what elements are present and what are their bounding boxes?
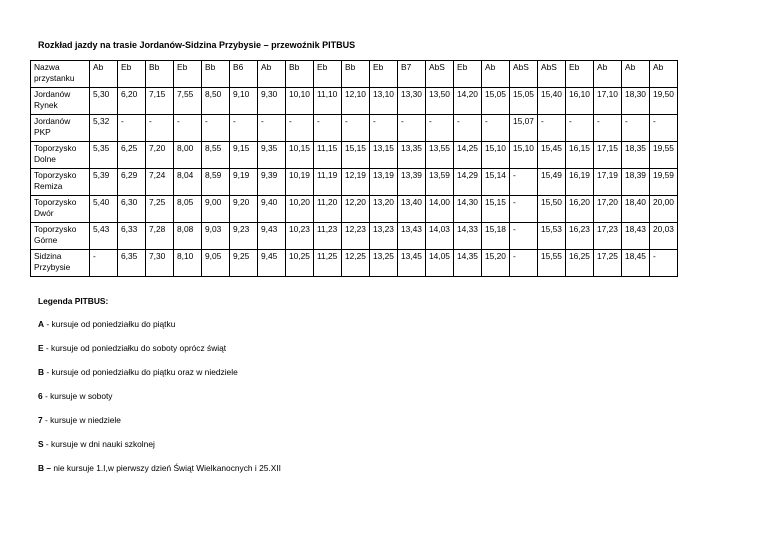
departure-time-cell: 20,03 [650,223,678,250]
departure-time-cell: 18,40 [622,196,650,223]
departure-time-cell: - [482,115,510,142]
departure-time-cell: 15,07 [510,115,538,142]
departure-time-cell: - [230,115,258,142]
departure-time-cell: 11,10 [314,88,342,115]
departure-time-cell: 14,35 [454,250,482,277]
departure-time-cell: 19,59 [650,169,678,196]
departure-time-cell: 5,35 [90,142,118,169]
departure-time-cell: 6,20 [118,88,146,115]
departure-time-cell: 15,05 [510,88,538,115]
departure-time-cell: 9,19 [230,169,258,196]
stop-name-cell: Jordanów PKP [31,115,90,142]
departure-time-cell: 5,43 [90,223,118,250]
legend-item [38,415,281,427]
departure-time-cell: 20,00 [650,196,678,223]
legend-code: E [38,343,44,353]
departure-time-cell: 17,25 [594,250,622,277]
departure-time-cell: - [398,115,426,142]
departure-time-cell: 9,35 [258,142,286,169]
departure-time-cell: 7,28 [146,223,174,250]
course-code-header: Eb [174,61,202,88]
departure-time-cell: 13,30 [398,88,426,115]
course-code-header: B7 [398,61,426,88]
departure-time-cell: - [174,115,202,142]
departure-time-cell: 15,15 [482,196,510,223]
legend-description: nie kursuje 1.I,w pierwszy dzień Świąt Wielkanocnych i 25.XII [51,463,281,473]
course-code-header: Ab [622,61,650,88]
departure-time-cell: 13,15 [370,142,398,169]
departure-time-cell: 15,05 [482,88,510,115]
stop-name-cell: Toporzysko Remiza [31,169,90,196]
departure-time-cell: 7,25 [146,196,174,223]
departure-time-cell: 11,25 [314,250,342,277]
course-code-header: Eb [118,61,146,88]
legend [38,296,281,487]
departure-time-cell: - [650,115,678,142]
departure-time-cell: 8,05 [174,196,202,223]
legend-description: - kursuje od poniedziałku do soboty oprócz świąt [43,343,227,353]
departure-time-cell: - [286,115,314,142]
departure-time-cell: 13,59 [426,169,454,196]
departure-time-cell: 13,10 [370,88,398,115]
legend-code: S [38,439,44,449]
legend-description: - kursuje w niedziele [42,415,121,425]
departure-time-cell: 18,30 [622,88,650,115]
departure-time-cell: 17,10 [594,88,622,115]
departure-time-cell: 7,15 [146,88,174,115]
departure-time-cell: - [594,115,622,142]
departure-time-cell: 7,24 [146,169,174,196]
departure-time-cell: 15,50 [538,196,566,223]
departure-time-cell: 9,43 [258,223,286,250]
departure-time-cell: 16,10 [566,88,594,115]
timetable [30,60,678,277]
departure-time-cell: - [510,250,538,277]
departure-time-cell: 8,04 [174,169,202,196]
departure-time-cell: 12,23 [342,223,370,250]
departure-time-cell: 13,55 [426,142,454,169]
departure-time-cell: 10,23 [286,223,314,250]
stop-name-cell: Toporzysko Dolne [31,142,90,169]
departure-time-cell: 6,33 [118,223,146,250]
legend-description: - kursuje od poniedziałku do piątku [44,319,176,329]
departure-time-cell: 5,40 [90,196,118,223]
departure-time-cell: - [510,223,538,250]
departure-time-cell: 17,23 [594,223,622,250]
departure-time-cell: 11,23 [314,223,342,250]
departure-time-cell: 13,19 [370,169,398,196]
departure-time-cell: 14,25 [454,142,482,169]
departure-time-cell: 10,25 [286,250,314,277]
departure-time-cell: 17,20 [594,196,622,223]
course-code-header: Bb [146,61,174,88]
departure-time-cell: 8,55 [202,142,230,169]
departure-time-cell: - [426,115,454,142]
departure-time-cell: 7,20 [146,142,174,169]
course-code-header: AbS [538,61,566,88]
departure-time-cell: 9,10 [230,88,258,115]
departure-time-cell: 9,39 [258,169,286,196]
departure-time-cell: - [258,115,286,142]
departure-time-cell: 9,03 [202,223,230,250]
departure-time-cell: 18,35 [622,142,650,169]
document-title: Rozkład jazdy na trasie Jordanów-Sidzina Przybysie – przewoźnik PITBUS [38,40,356,50]
course-code-header: AbS [426,61,454,88]
table-row [31,223,678,250]
departure-time-cell: 14,33 [454,223,482,250]
departure-time-cell: 9,20 [230,196,258,223]
departure-time-cell: 13,39 [398,169,426,196]
stop-name-cell: Sidzina Przybysie [31,250,90,277]
departure-time-cell: 15,45 [538,142,566,169]
departure-time-cell: 8,10 [174,250,202,277]
departure-time-cell: 10,19 [286,169,314,196]
legend-item [38,319,281,331]
legend-description: - kursuje w soboty [42,391,113,401]
departure-time-cell: 9,45 [258,250,286,277]
departure-time-cell: 15,10 [482,142,510,169]
course-code-header: Bb [286,61,314,88]
departure-time-cell: 13,25 [370,250,398,277]
departure-time-cell: 12,20 [342,196,370,223]
course-code-header: Eb [314,61,342,88]
departure-time-cell: - [538,115,566,142]
departure-time-cell: 9,40 [258,196,286,223]
departure-time-cell: 12,25 [342,250,370,277]
departure-time-cell: 13,45 [398,250,426,277]
course-code-header: Ab [650,61,678,88]
departure-time-cell: - [90,250,118,277]
course-code-header: B6 [230,61,258,88]
departure-time-cell: 13,20 [370,196,398,223]
departure-time-cell: 15,49 [538,169,566,196]
stop-name-cell: Jordanów Rynek [31,88,90,115]
stop-name-cell: Toporzysko Górne [31,223,90,250]
departure-time-cell: - [454,115,482,142]
departure-time-cell: 16,25 [566,250,594,277]
departure-time-cell: 17,15 [594,142,622,169]
departure-time-cell: - [202,115,230,142]
legend-heading: Legenda PITBUS: [38,296,109,306]
departure-time-cell: 12,19 [342,169,370,196]
departure-time-cell: 8,00 [174,142,202,169]
departure-time-cell: - [622,115,650,142]
departure-time-cell: 6,25 [118,142,146,169]
departure-time-cell: 13,50 [426,88,454,115]
departure-time-cell: 10,20 [286,196,314,223]
departure-time-cell: 15,40 [538,88,566,115]
legend-item [38,439,281,451]
departure-time-cell: 7,30 [146,250,174,277]
departure-time-cell: 15,18 [482,223,510,250]
course-code-header: Bb [202,61,230,88]
legend-item [38,367,281,379]
departure-time-cell: 11,19 [314,169,342,196]
departure-time-cell: 17,19 [594,169,622,196]
departure-time-cell: 19,50 [650,88,678,115]
departure-time-cell: 14,03 [426,223,454,250]
course-code-header: Ab [594,61,622,88]
course-code-header: AbS [510,61,538,88]
departure-time-cell: 16,15 [566,142,594,169]
departure-time-cell: 9,23 [230,223,258,250]
departure-time-cell: - [118,115,146,142]
departure-time-cell: 9,30 [258,88,286,115]
departure-time-cell: 9,15 [230,142,258,169]
legend-item [38,391,281,403]
departure-time-cell: - [146,115,174,142]
course-code-header: Ab [482,61,510,88]
table-row [31,115,678,142]
departure-time-cell: 8,59 [202,169,230,196]
course-code-header: Eb [370,61,398,88]
departure-time-cell: 8,50 [202,88,230,115]
table-row [31,88,678,115]
departure-time-cell: 9,05 [202,250,230,277]
departure-time-cell: 13,35 [398,142,426,169]
departure-time-cell: 15,14 [482,169,510,196]
departure-time-cell: 6,35 [118,250,146,277]
departure-time-cell: 5,39 [90,169,118,196]
departure-time-cell: 5,30 [90,88,118,115]
departure-time-cell: 14,00 [426,196,454,223]
departure-time-cell: 8,08 [174,223,202,250]
table-row [31,142,678,169]
table-row [31,169,678,196]
legend-code: A [38,319,45,329]
departure-time-cell: 13,43 [398,223,426,250]
table-header-row [31,61,678,88]
departure-time-cell: 14,20 [454,88,482,115]
departure-time-cell: - [370,115,398,142]
legend-code: 6 [38,391,43,401]
legend-code: 7 [38,415,43,425]
stop-name-cell: Toporzysko Dwór [31,196,90,223]
table-row [31,250,678,277]
course-code-header: Ab [90,61,118,88]
departure-time-cell: - [566,115,594,142]
departure-time-cell: 18,43 [622,223,650,250]
departure-time-cell: 10,10 [286,88,314,115]
legend-item [38,463,281,475]
course-code-header: Bb [342,61,370,88]
departure-time-cell: 19,55 [650,142,678,169]
departure-time-cell: 15,10 [510,142,538,169]
departure-time-cell: - [314,115,342,142]
legend-code: B – [38,463,52,473]
stop-name-header: Nazwa przystanku [31,61,90,88]
departure-time-cell: 18,45 [622,250,650,277]
course-code-header: Eb [454,61,482,88]
course-code-header: Eb [566,61,594,88]
departure-time-cell: 15,55 [538,250,566,277]
departure-time-cell: 18,39 [622,169,650,196]
departure-time-cell: - [510,196,538,223]
departure-time-cell: 6,30 [118,196,146,223]
departure-time-cell: - [510,169,538,196]
departure-time-cell: 11,15 [314,142,342,169]
departure-time-cell: 14,30 [454,196,482,223]
departure-time-cell: 10,15 [286,142,314,169]
departure-time-cell: 9,00 [202,196,230,223]
departure-time-cell: 15,20 [482,250,510,277]
legend-description: - kursuje w dni nauki szkolnej [43,439,155,449]
departure-time-cell: 12,10 [342,88,370,115]
departure-time-cell: 11,20 [314,196,342,223]
departure-time-cell: 16,20 [566,196,594,223]
departure-time-cell: - [342,115,370,142]
departure-time-cell: - [650,250,678,277]
departure-time-cell: 5,32 [90,115,118,142]
course-code-header: Ab [258,61,286,88]
departure-time-cell: 6,29 [118,169,146,196]
departure-time-cell: 16,19 [566,169,594,196]
table-row [31,196,678,223]
legend-description: - kursuje od poniedziałku do piątku oraz w niedziele [44,367,238,377]
departure-time-cell: 9,25 [230,250,258,277]
departure-time-cell: 14,05 [426,250,454,277]
departure-time-cell: 13,40 [398,196,426,223]
departure-time-cell: 14,29 [454,169,482,196]
departure-time-cell: 15,15 [342,142,370,169]
departure-time-cell: 7,55 [174,88,202,115]
departure-time-cell: 15,53 [538,223,566,250]
legend-code: B [38,367,45,377]
departure-time-cell: 13,23 [370,223,398,250]
departure-time-cell: 16,23 [566,223,594,250]
legend-item [38,343,281,355]
